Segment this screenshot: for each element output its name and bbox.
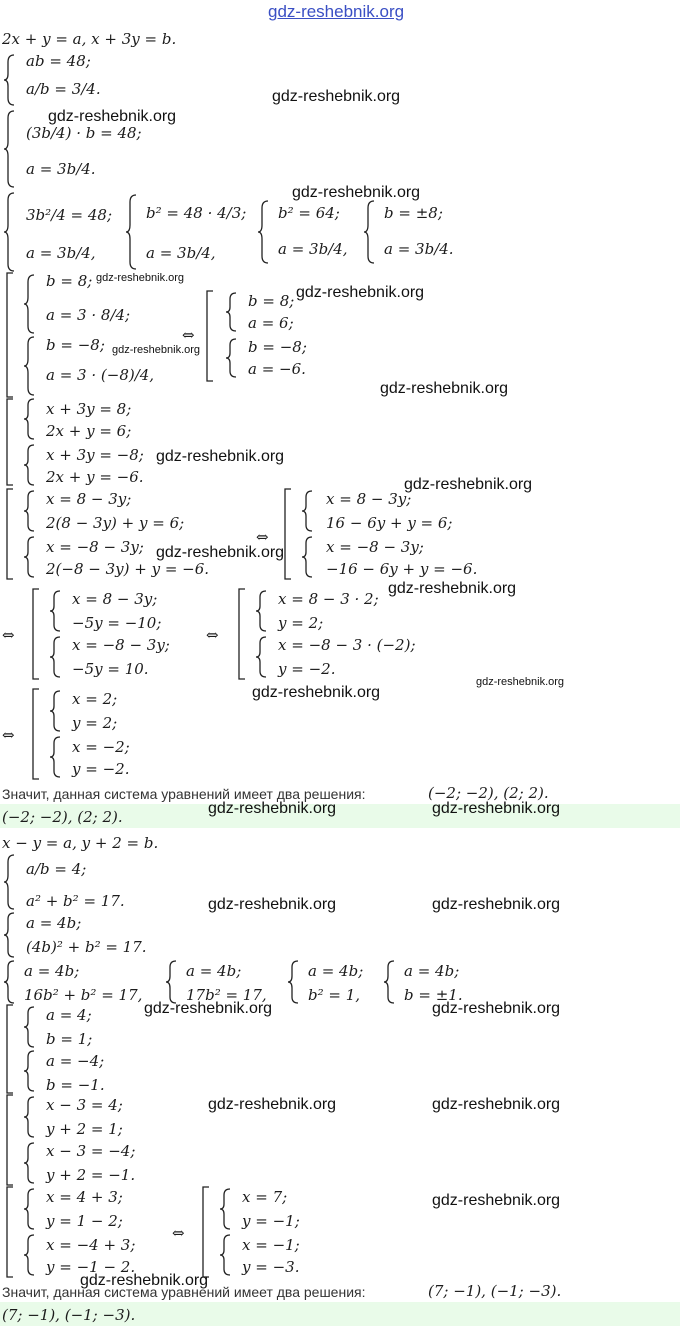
watermark: gdz-reshebnik.org <box>144 1000 273 1017</box>
p1-step3d-line1: b = ±8; <box>384 204 443 222</box>
p1-step4r-line2: a = 6; <box>248 314 294 332</box>
p2-step6r-line2: y = −1; <box>242 1212 300 1230</box>
p2-step5-line2: y + 2 = 1; <box>46 1120 123 1138</box>
p2-step6-line4: y = −1 − 2. <box>46 1258 136 1276</box>
system-brace <box>24 1234 36 1276</box>
p1-step7-line1: x = 8 − 3y; <box>72 590 158 608</box>
p2-step5-line1: x − 3 = 4; <box>46 1096 123 1114</box>
p1-step6-line4: 2(−8 − 3y) + y = −6. <box>46 560 210 578</box>
p1-step7-line4: −5y = 10. <box>72 660 149 678</box>
p1-step8-line3: x = −2; <box>72 738 130 756</box>
p2-step1-line1: a/b = 4; <box>26 860 87 878</box>
system-brace <box>220 1188 232 1230</box>
system-brace <box>4 110 16 188</box>
p1-step1-line1: ab = 48; <box>26 52 91 70</box>
p1-step3b-line1: b² = 48 · 4/3; <box>146 204 247 222</box>
system-brace <box>258 200 270 264</box>
watermark: gdz-reshebnik.org <box>292 184 421 201</box>
p1-step5-line3: x + 3y = −8; <box>46 446 144 464</box>
p2-step6-line1: x = 4 + 3; <box>46 1188 123 1206</box>
system-brace <box>302 536 314 578</box>
system-brace <box>384 960 396 1004</box>
system-brace <box>24 1142 36 1184</box>
system-brace <box>24 1096 36 1138</box>
watermark: gdz-reshebnik.org <box>432 1096 561 1113</box>
p1-step5-line1: x + 3y = 8; <box>46 400 132 418</box>
watermark: gdz-reshebnik.org <box>208 896 337 913</box>
p2-step4-line4: b = −1. <box>46 1076 105 1094</box>
p2-step3b-line1: a = 4b; <box>186 962 242 980</box>
watermark: gdz-reshebnik.org <box>388 580 517 597</box>
watermark: gdz-reshebnik.org <box>208 1096 337 1113</box>
collection-bracket <box>284 488 292 580</box>
watermark: gdz-reshebnik.org <box>404 476 533 493</box>
collection-bracket <box>6 398 14 486</box>
p2-step3a-line2: 16b² + b² = 17, <box>24 986 143 1004</box>
p1-step1-line2: a/b = 3/4. <box>26 80 101 98</box>
watermark: gdz-reshebnik.org <box>432 800 561 817</box>
system-brace <box>24 1006 36 1048</box>
system-brace <box>50 636 62 678</box>
p2-step2-line1: a = 4b; <box>26 914 82 932</box>
p2-step1-line2: a² + b² = 17. <box>26 892 125 910</box>
system-brace <box>24 336 36 396</box>
collection-bracket <box>6 1004 14 1094</box>
equivalence-sign: ⇔ <box>2 626 15 644</box>
substitution-1: 2x + y = a, x + 3y = b. <box>2 30 177 48</box>
p1-step7r-line4: y = −2. <box>278 660 336 678</box>
system-brace <box>24 490 36 532</box>
p1-step4r-line1: b = 8; <box>248 292 295 310</box>
system-brace <box>226 338 238 378</box>
p1-step5-line2: 2x + y = 6; <box>46 422 132 440</box>
p1-step7r-line3: x = −8 − 3 · (−2); <box>278 636 416 654</box>
p1-step6r-line3: x = −8 − 3y; <box>326 538 424 556</box>
p1-step3b-line2: a = 3b/4, <box>146 244 216 262</box>
p1-step4r-line3: b = −8; <box>248 338 307 356</box>
substitution-2: x − y = a, y + 2 = b. <box>2 834 159 852</box>
equivalence-sign: ⇔ <box>206 626 219 644</box>
system-brace <box>220 1234 232 1276</box>
equivalence-sign: ⇔ <box>182 326 195 344</box>
p1-step4-line1: b = 8; <box>46 272 93 290</box>
system-brace <box>24 1050 36 1092</box>
system-brace <box>24 444 36 486</box>
watermark: gdz-reshebnik.org <box>96 272 185 284</box>
collection-bracket <box>238 588 246 680</box>
system-brace <box>126 194 138 270</box>
collection-bracket <box>6 1094 14 1186</box>
p1-step4r-line4: a = −6. <box>248 360 306 378</box>
p1-step3a-line2: a = 3b/4, <box>26 244 96 262</box>
system-brace <box>24 274 36 334</box>
p1-step2-line1: (3b/4) · b = 48; <box>26 124 142 142</box>
system-brace <box>24 1188 36 1230</box>
system-brace <box>226 292 238 332</box>
watermark: gdz-reshebnik.org <box>156 448 285 465</box>
p2-step6r-line3: x = −1; <box>242 1236 300 1254</box>
system-brace <box>50 690 62 732</box>
p2-step3d-line1: a = 4b; <box>404 962 460 980</box>
system-brace <box>288 960 300 1004</box>
conclusion-math-1: (−2; −2), (2; 2). <box>428 784 549 802</box>
collection-bracket <box>6 488 14 580</box>
p1-step3a-line1: 3b²/4 = 48; <box>26 206 113 224</box>
p1-step7-line2: −5y = −10; <box>72 614 162 632</box>
p2-step4-line1: a = 4; <box>46 1006 92 1024</box>
p2-step5-line4: y + 2 = −1. <box>46 1166 136 1184</box>
p1-step6-line2: 2(8 − 3y) + y = 6; <box>46 514 185 532</box>
p1-step8-line1: x = 2; <box>72 690 118 708</box>
system-brace <box>24 398 36 440</box>
p2-step6-line3: x = −4 + 3; <box>46 1236 136 1254</box>
equivalence-sign: ⇔ <box>256 528 269 546</box>
conclusion-math-2: (7; −1), (−1; −3). <box>428 1282 562 1300</box>
collection-bracket <box>202 1186 210 1278</box>
p2-step5-line3: x − 3 = −4; <box>46 1142 136 1160</box>
watermark: gdz-reshebnik.org <box>432 896 561 913</box>
p1-step7r-line2: y = 2; <box>278 614 324 632</box>
system-brace <box>50 736 62 778</box>
p1-step3c-line1: b² = 64; <box>278 204 340 222</box>
p2-step3c-line1: a = 4b; <box>308 962 364 980</box>
collection-bracket <box>6 1186 14 1278</box>
watermark: gdz-reshebnik.org <box>432 1192 561 1209</box>
p2-step3c-line2: b² = 1, <box>308 986 361 1004</box>
equivalence-sign: ⇔ <box>172 1224 185 1242</box>
p2-step3b-line2: 17b² = 17, <box>186 986 267 1004</box>
p1-step3c-line2: a = 3b/4, <box>278 240 348 258</box>
system-brace <box>364 200 376 264</box>
system-brace <box>4 912 16 958</box>
answer-1: (−2; −2), (2; 2). <box>2 808 123 826</box>
system-brace <box>4 54 16 106</box>
system-brace <box>24 536 36 578</box>
watermark: gdz-reshebnik.org <box>112 344 201 356</box>
p2-step6r-line1: x = 7; <box>242 1188 288 1206</box>
site-watermark-link[interactable]: gdz-reshebnik.org <box>268 2 405 21</box>
watermark: gdz-reshebnik.org <box>208 800 337 817</box>
p1-step6-line3: x = −8 − 3y; <box>46 538 144 556</box>
p1-step8-line4: y = −2. <box>72 760 130 778</box>
collection-bracket <box>32 588 40 680</box>
system-brace <box>256 590 268 632</box>
conclusion-text-1: Значит, данная система уравнений имеет два решения: <box>2 786 366 802</box>
p2-step6r-line4: y = −3. <box>242 1258 300 1276</box>
watermark: gdz-reshebnik.org <box>156 544 285 561</box>
p1-step2-line2: a = 3b/4. <box>26 160 96 178</box>
p2-step3a-line1: a = 4b; <box>24 962 80 980</box>
p1-step5-line4: 2x + y = −6. <box>46 468 144 486</box>
p1-step3d-line2: a = 3b/4. <box>384 240 454 258</box>
p2-step6-line2: y = 1 − 2; <box>46 1212 123 1230</box>
system-brace <box>50 590 62 632</box>
p2-step2-line2: (4b)² + b² = 17. <box>26 938 147 956</box>
watermark: gdz-reshebnik.org <box>272 88 401 105</box>
watermark: gdz-reshebnik.org <box>48 108 177 125</box>
p1-step7-line3: x = −8 − 3y; <box>72 636 170 654</box>
system-brace <box>256 636 268 678</box>
watermark: gdz-reshebnik.org <box>432 1000 561 1017</box>
collection-bracket <box>32 688 40 780</box>
watermark: gdz-reshebnik.org <box>476 676 565 688</box>
watermark: gdz-reshebnik.org <box>296 284 425 301</box>
watermark: gdz-reshebnik.org <box>252 684 381 701</box>
watermark: gdz-reshebnik.org <box>80 1272 209 1289</box>
p2-step4-line3: a = −4; <box>46 1052 105 1070</box>
p1-step6r-line2: 16 − 6y + y = 6; <box>326 514 453 532</box>
p1-step4-line2: a = 3 · 8/4; <box>46 306 131 324</box>
system-brace <box>166 960 178 1004</box>
p1-step7r-line1: x = 8 − 3 · 2; <box>278 590 379 608</box>
watermark: gdz-reshebnik.org <box>380 380 509 397</box>
p1-step4-line4: a = 3 · (−8)/4, <box>46 366 155 384</box>
p1-step6r-line4: −16 − 6y + y = −6. <box>326 560 478 578</box>
system-brace <box>4 960 16 1004</box>
p2-step4-line2: b = 1; <box>46 1030 93 1048</box>
p2-step3d-line2: b = ±1. <box>404 986 463 1004</box>
p1-step6-line1: x = 8 − 3y; <box>46 490 132 508</box>
answer-2: (7; −1), (−1; −3). <box>2 1306 136 1324</box>
equivalence-sign: ⇔ <box>2 726 15 744</box>
system-brace <box>4 854 16 910</box>
p1-step8-line2: y = 2; <box>72 714 118 732</box>
p1-step4-line3: b = −8; <box>46 336 105 354</box>
p1-step6r-line1: x = 8 − 3y; <box>326 490 412 508</box>
system-brace <box>4 192 16 272</box>
conclusion-text-2: Значит, данная система уравнений имеет два решения: <box>2 1284 366 1300</box>
collection-bracket <box>6 272 14 398</box>
collection-bracket <box>206 290 214 382</box>
system-brace <box>302 490 314 532</box>
